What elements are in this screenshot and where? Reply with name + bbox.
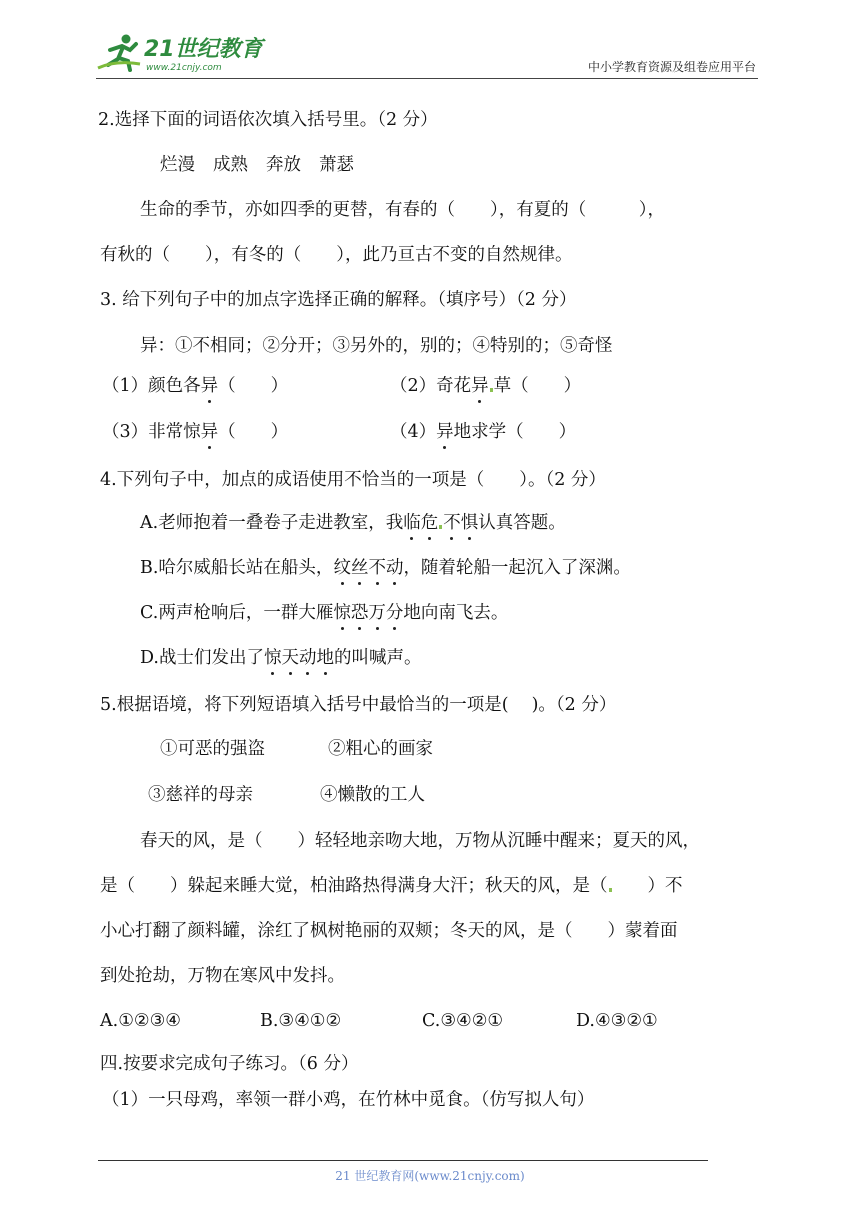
- dotted-char: 危: [420, 513, 439, 533]
- dotted-char: 动: [385, 558, 404, 578]
- q3-definitions: 异：①不相同；②分开；③另外的，别的；④特别的；⑤奇怪: [140, 336, 613, 356]
- q5-paragraph-line: 是（ ）躲起来睡大觉，柏油路热得满身大汗；秋天的风，是（ ）不: [100, 876, 683, 896]
- dotted-char: 异: [471, 376, 489, 396]
- dotted-char: 不: [368, 558, 386, 578]
- logo-21cnjy: [96, 32, 266, 74]
- footer-divider: [98, 1160, 708, 1161]
- section4-title: 四.按要求完成句子练习。（6 分）: [100, 1054, 359, 1074]
- logo-url: www.21cnjy.com: [146, 63, 222, 73]
- q5-choice: C.③④②①: [422, 1011, 504, 1031]
- q5-phrase: ②粗心的画家: [328, 739, 433, 759]
- section4-item1: （1）一只母鸡，率领一群小鸡，在竹林中觅食。（仿写拟人句）: [102, 1090, 595, 1110]
- dotted-char: 丝: [350, 558, 369, 578]
- q3-item: （2）奇花异 草（ ）: [390, 376, 582, 396]
- q4-title: 4.下列句子中，加点的成语使用不恰当的一项是（ ）。（2 分）: [100, 470, 606, 490]
- q3-item: （4）异地求学（ ）: [390, 422, 577, 442]
- q5-choice: A.①②③④: [100, 1011, 181, 1031]
- q5-paragraph-line: 到处抢劫，万物在寒风中发抖。: [100, 966, 345, 986]
- q2-word-list: [160, 157, 354, 175]
- q4-option-b: B.哈尔威船长站在船头，纹丝不动，随着轮船一起沉入了深渊。: [140, 558, 631, 578]
- dotted-char: 异: [436, 422, 454, 442]
- dotted-char: 异: [200, 422, 219, 442]
- q5-phrase: ①可恶的强盗: [160, 739, 265, 759]
- q5-phrase: ③慈祥的母亲: [148, 785, 253, 805]
- page-footer: 21 世纪教育网(www.21cnjy.com): [335, 1169, 525, 1183]
- dotted-char: 万: [368, 603, 386, 623]
- page-header: [96, 30, 758, 79]
- word-option: 成熟: [213, 155, 248, 175]
- q2-title: 2.选择下面的词语依次填入括号里。（2 分）: [98, 110, 438, 130]
- q5-title: 5.根据语境，将下列短语填入括号中最恰当的一项是( )。（2 分）: [100, 695, 617, 715]
- q5-paragraph-line: 小心打翻了颜料罐，涂红了枫树艳丽的双颊；冬天的风，是（ ）蒙着面: [100, 921, 678, 941]
- q2-sentence-line1: 生命的季节，亦如四季的更替，有春的（ ），有夏的（ ），: [140, 200, 665, 220]
- dotted-char: 惊: [263, 648, 282, 668]
- green-mark-icon: [490, 388, 493, 392]
- green-mark-icon: [439, 525, 442, 529]
- q5-choice: D.④③②①: [576, 1011, 658, 1031]
- q4-option-c: C.两声枪响后，一群大雁惊恐万分地向南飞去。: [140, 603, 509, 623]
- q5-choice: B.③④①②: [260, 1011, 342, 1031]
- q3-title: 3. 给下列句子中的加点字选择正确的解释。（填序号）（2 分）: [100, 290, 577, 310]
- q2-sentence-line2: 有秋的（ ），有冬的（ ），此乃亘古不变的自然规律。: [100, 245, 573, 265]
- q4-option-d: D.战士们发出了惊天动地的叫喊声。: [140, 648, 422, 668]
- q3-item: （3）非常惊异（ ）: [102, 422, 289, 442]
- word-option: 烂漫: [160, 155, 195, 175]
- dotted-char: 不: [443, 513, 461, 533]
- green-mark-icon: [609, 888, 612, 892]
- q3-item: （1）颜色各异（ ）: [102, 376, 289, 396]
- dotted-char: 异: [200, 376, 219, 396]
- dotted-char: 纹: [333, 558, 351, 578]
- dotted-char: 恐: [350, 603, 369, 623]
- dotted-char: 临: [403, 513, 421, 533]
- word-option: 萧瑟: [319, 155, 354, 175]
- runner-logo-icon: [98, 35, 140, 71]
- dotted-char: 地: [316, 648, 334, 668]
- q5-paragraph-line: 春天的风，是（ ）轻轻地亲吻大地，万物从沉睡中醒来；夏天的风，: [140, 831, 700, 851]
- dotted-char: 惧: [460, 513, 479, 533]
- logo-text: 21世纪教育: [144, 37, 263, 62]
- dotted-char: 惊: [333, 603, 351, 623]
- dotted-char: 天: [281, 648, 299, 668]
- word-option: 奔放: [266, 155, 301, 175]
- q5-phrase: ④懒散的工人: [320, 785, 425, 805]
- dotted-char: 分: [385, 603, 404, 623]
- dotted-char: 动: [298, 648, 317, 668]
- q4-option-a: A.老师抱着一叠卷子走进教室，我临危 不惧认真答题。: [140, 513, 566, 533]
- platform-name: 中小学教育资源及组卷应用平台: [587, 60, 756, 74]
